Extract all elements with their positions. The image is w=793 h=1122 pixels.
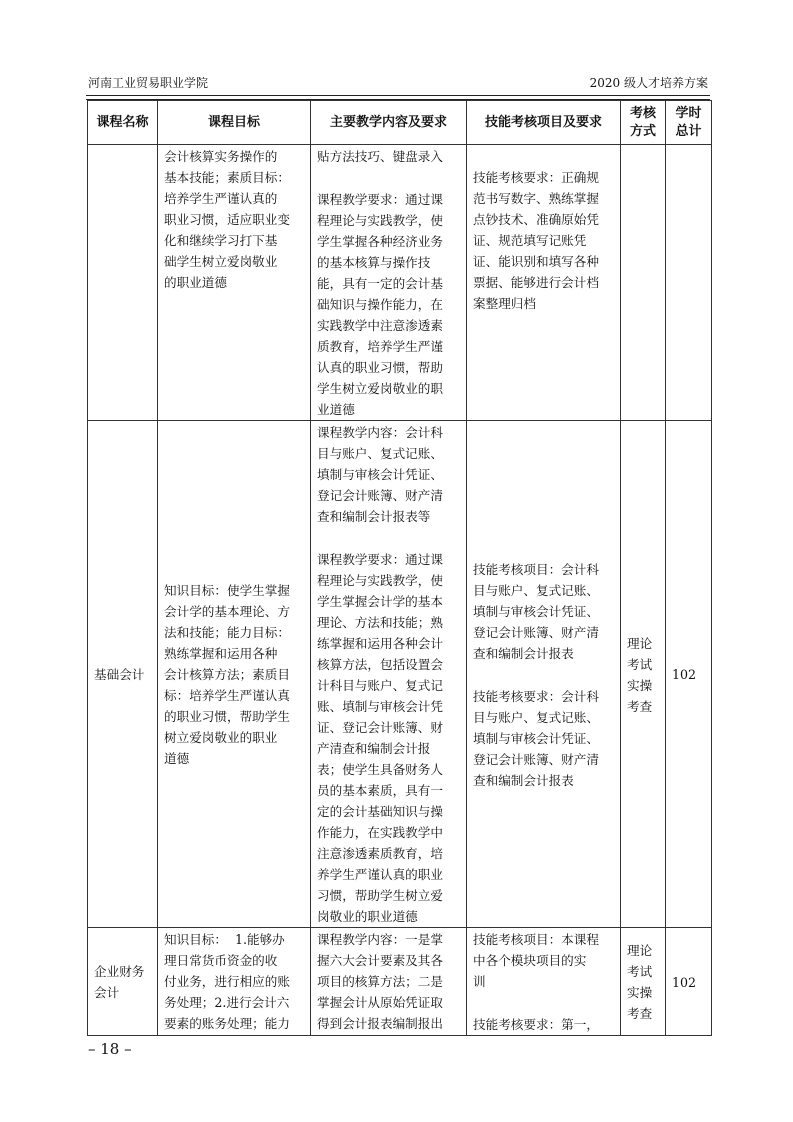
- total-hours: [666, 282, 711, 283]
- page-number: – 18 –: [88, 1040, 132, 1058]
- skill-paragraph: 技能考核项目：本课程 中各个模块项目的实 训: [473, 932, 599, 989]
- skill-cell: [467, 145, 621, 421]
- course-name-cell: [88, 928, 158, 1036]
- course-table: [87, 100, 712, 1036]
- hours-cell: [666, 421, 712, 928]
- skill-cell: [467, 421, 621, 928]
- skill-paragraph: 技能考核要求：会计科 目与账户、复式记账、 填制与审核会计凭证、 登记会计账簿、财产清 查和编制会计报表: [473, 688, 599, 788]
- skill-paragraph: 技能考核要求：正确规 范书写数字、熟练掌握 点钞技术、准确原始凭 证、规范填写记账凭 证、能识别和填写各种 票据、能够进行会计档 案整理归档: [473, 170, 599, 311]
- hours-cell: [666, 145, 712, 421]
- course-name: 企业财务 会计: [94, 964, 145, 1000]
- header-hours-line1: 学时: [675, 105, 702, 121]
- course-goal: 知识目标： 1.能够办 理日常货币资金的收 付业务，进行相应的账 务处理；2.进行会计六 要素的账务处理；能力: [164, 932, 290, 1031]
- content-paragraph: 课程教学要求：通过课 程理论与实践教学，使 学生掌握会计学的基本 理论、方法和技能；熟 练掌握和运用各种会计 核算方法，包括设置会 计科目与账户、复式记 账、填制与审核会计凭 证、登记会计账簿、财 产清查和编制会计报 表；使学生具备财务人 员的基本素质，具有一 定的会计基础知识与操 作能力，在实践教学中 注意渗透素质教育，培 养学生严谨认真的职业 习惯，帮助学生树立爱 岗敬业的职业道德: [317, 552, 443, 924]
- course-goal-cell: [158, 145, 311, 421]
- content-cell: [311, 145, 467, 421]
- content-paragraph: 课程教学内容：会计科 目与账户、复式记账、 填制与审核会计凭证、 登记会计账簿、财产清 查和编制会计报表等: [317, 425, 443, 524]
- header-rule-thick: [86, 95, 710, 96]
- content-paragraph: 贴方法技巧、键盘录入: [317, 149, 443, 164]
- skill-paragraph: 技能考核要求：第一，: [473, 1017, 599, 1032]
- exam-method-cell: [621, 421, 666, 928]
- total-hours: 102: [672, 974, 697, 990]
- course-name: 基础会计: [94, 667, 145, 682]
- content-paragraph: 课程教学内容：一是掌 握六大会计要素及其各 项目的核算方法；二是 掌握会计从原始凭证取 得到会计报表编制报出: [317, 932, 443, 1031]
- course-goal-cell: [158, 421, 311, 928]
- content-cell: [311, 421, 467, 928]
- course-goal: 会计核算实务操作的 基本技能；素质目标： 培养学生严谨认真的 职业习惯，适应职业变 化和继续学习打下基 础学生树立爱岗敬业 的职业道德: [164, 149, 290, 290]
- course-goal-cell: [158, 928, 311, 1036]
- course-name-cell: [88, 421, 158, 928]
- skill-cell: [467, 928, 621, 1036]
- plan-title: 2020 级人才培养方案: [589, 76, 708, 90]
- header-total-hours: [666, 101, 712, 145]
- course-name-cell: [88, 145, 158, 421]
- course-goal: 知识目标：使学生掌握 会计学的基本理论、方 法和技能；能力目标： 熟练掌握和运用各种 会计核算方法；素质目 标：培养学生严谨认真 的职业习惯，帮助学生 树立爱岗敬业的职业 道德: [164, 583, 290, 766]
- skill-paragraph: 技能考核项目：会计科 目与账户、复式记账、 填制与审核会计凭证、 登记会计账簿、财产清 查和编制会计报表: [473, 561, 599, 661]
- table-row: [88, 928, 712, 1036]
- table-row: [88, 145, 712, 421]
- header-course-goal: 课程目标: [158, 101, 311, 145]
- header-content: 主要教学内容及要求: [311, 101, 467, 145]
- header-skill: 技能考核项目及要求: [467, 101, 621, 145]
- exam-method: [621, 282, 665, 283]
- content-cell: [311, 928, 467, 1036]
- table-header-row: [88, 101, 712, 145]
- total-hours: 102: [672, 667, 697, 682]
- content-paragraph: 课程教学要求：通过课 程理论与实践教学，使 学生掌握各种经济业务 的基本核算与操作技 能，具有一定的会计基 础知识与操作能力，在 实践教学中注意渗透素 质教育，培养学生严谨 认真的职业习惯，帮助 学生树立爱岗敬业的职 业道德: [317, 192, 443, 417]
- header-course-name: 课程名称: [88, 101, 158, 145]
- course-name: [88, 282, 157, 283]
- page-header: [88, 74, 708, 92]
- header-exam-method: [621, 101, 666, 145]
- header-exam-line2: 方式: [629, 123, 656, 139]
- exam-method: 理论 考试 实操 考查: [627, 635, 653, 714]
- exam-method: 理论 考试 实操 考查: [627, 943, 653, 1021]
- exam-method-cell: [621, 145, 666, 421]
- header-exam-line1: 考核: [629, 105, 656, 121]
- hours-cell: [666, 928, 712, 1036]
- exam-method-cell: [621, 928, 666, 1036]
- school-name: 河南工业贸易职业学院: [88, 76, 209, 90]
- table-row: [88, 421, 712, 928]
- header-hours-line2: 总计: [675, 123, 702, 139]
